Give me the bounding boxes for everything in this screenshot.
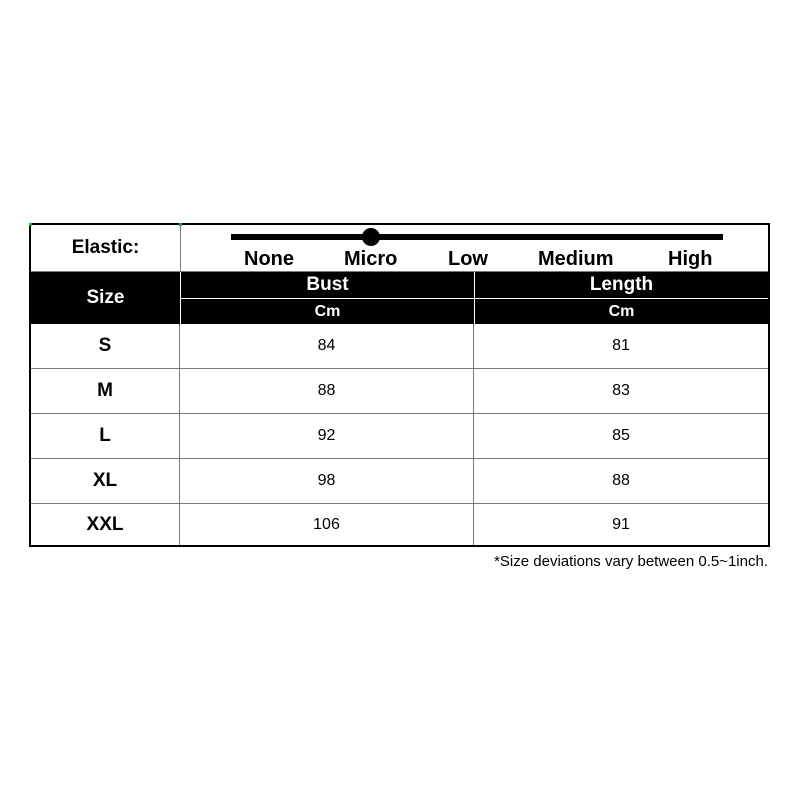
- elastic-row: [31, 225, 768, 272]
- bust-cell: 88: [180, 369, 474, 413]
- size-cell: XL: [31, 459, 180, 503]
- size-cell: XXL: [31, 504, 180, 545]
- bust-header-unit: Cm: [181, 298, 474, 325]
- table-row: [31, 504, 768, 545]
- table-header: [31, 272, 768, 324]
- length-header-unit: Cm: [475, 298, 768, 325]
- elastic-level-none: None: [244, 248, 294, 270]
- size-cell: S: [31, 324, 180, 368]
- bust-cell: 106: [180, 504, 474, 545]
- elastic-level-micro: Micro: [344, 248, 398, 270]
- bust-cell: 98: [180, 459, 474, 503]
- bust-cell: 84: [180, 324, 474, 368]
- bust-cell: 92: [180, 414, 474, 458]
- table-row: [31, 459, 768, 504]
- elastic-scale-line: [231, 234, 723, 240]
- bust-header: [181, 272, 474, 324]
- size-cell: L: [31, 414, 180, 458]
- length-header-label: Length: [589, 273, 654, 295]
- table-row: [31, 324, 768, 369]
- table-row: [31, 369, 768, 414]
- size-chart: [29, 223, 770, 547]
- elastic-level-high: High: [668, 248, 713, 270]
- size-header: Size: [86, 287, 125, 308]
- size-deviation-note: *Size deviations vary between 0.5~1inch.: [494, 553, 768, 570]
- elastic-scale: [181, 225, 768, 271]
- elastic-level-low: Low: [448, 248, 488, 270]
- elastic-scale-marker: [362, 228, 380, 246]
- length-cell: 88: [612, 472, 630, 489]
- length-cell: 83: [612, 382, 630, 399]
- size-cell: M: [31, 369, 180, 413]
- elastic-level-medium: Medium: [538, 248, 614, 270]
- length-cell: 81: [612, 337, 630, 354]
- length-cell: 85: [612, 427, 630, 444]
- table-row: [31, 414, 768, 459]
- elastic-label: Elastic:: [31, 225, 181, 271]
- length-cell: 91: [612, 515, 630, 533]
- length-header: [475, 272, 768, 324]
- bust-header-label: Bust: [306, 273, 349, 295]
